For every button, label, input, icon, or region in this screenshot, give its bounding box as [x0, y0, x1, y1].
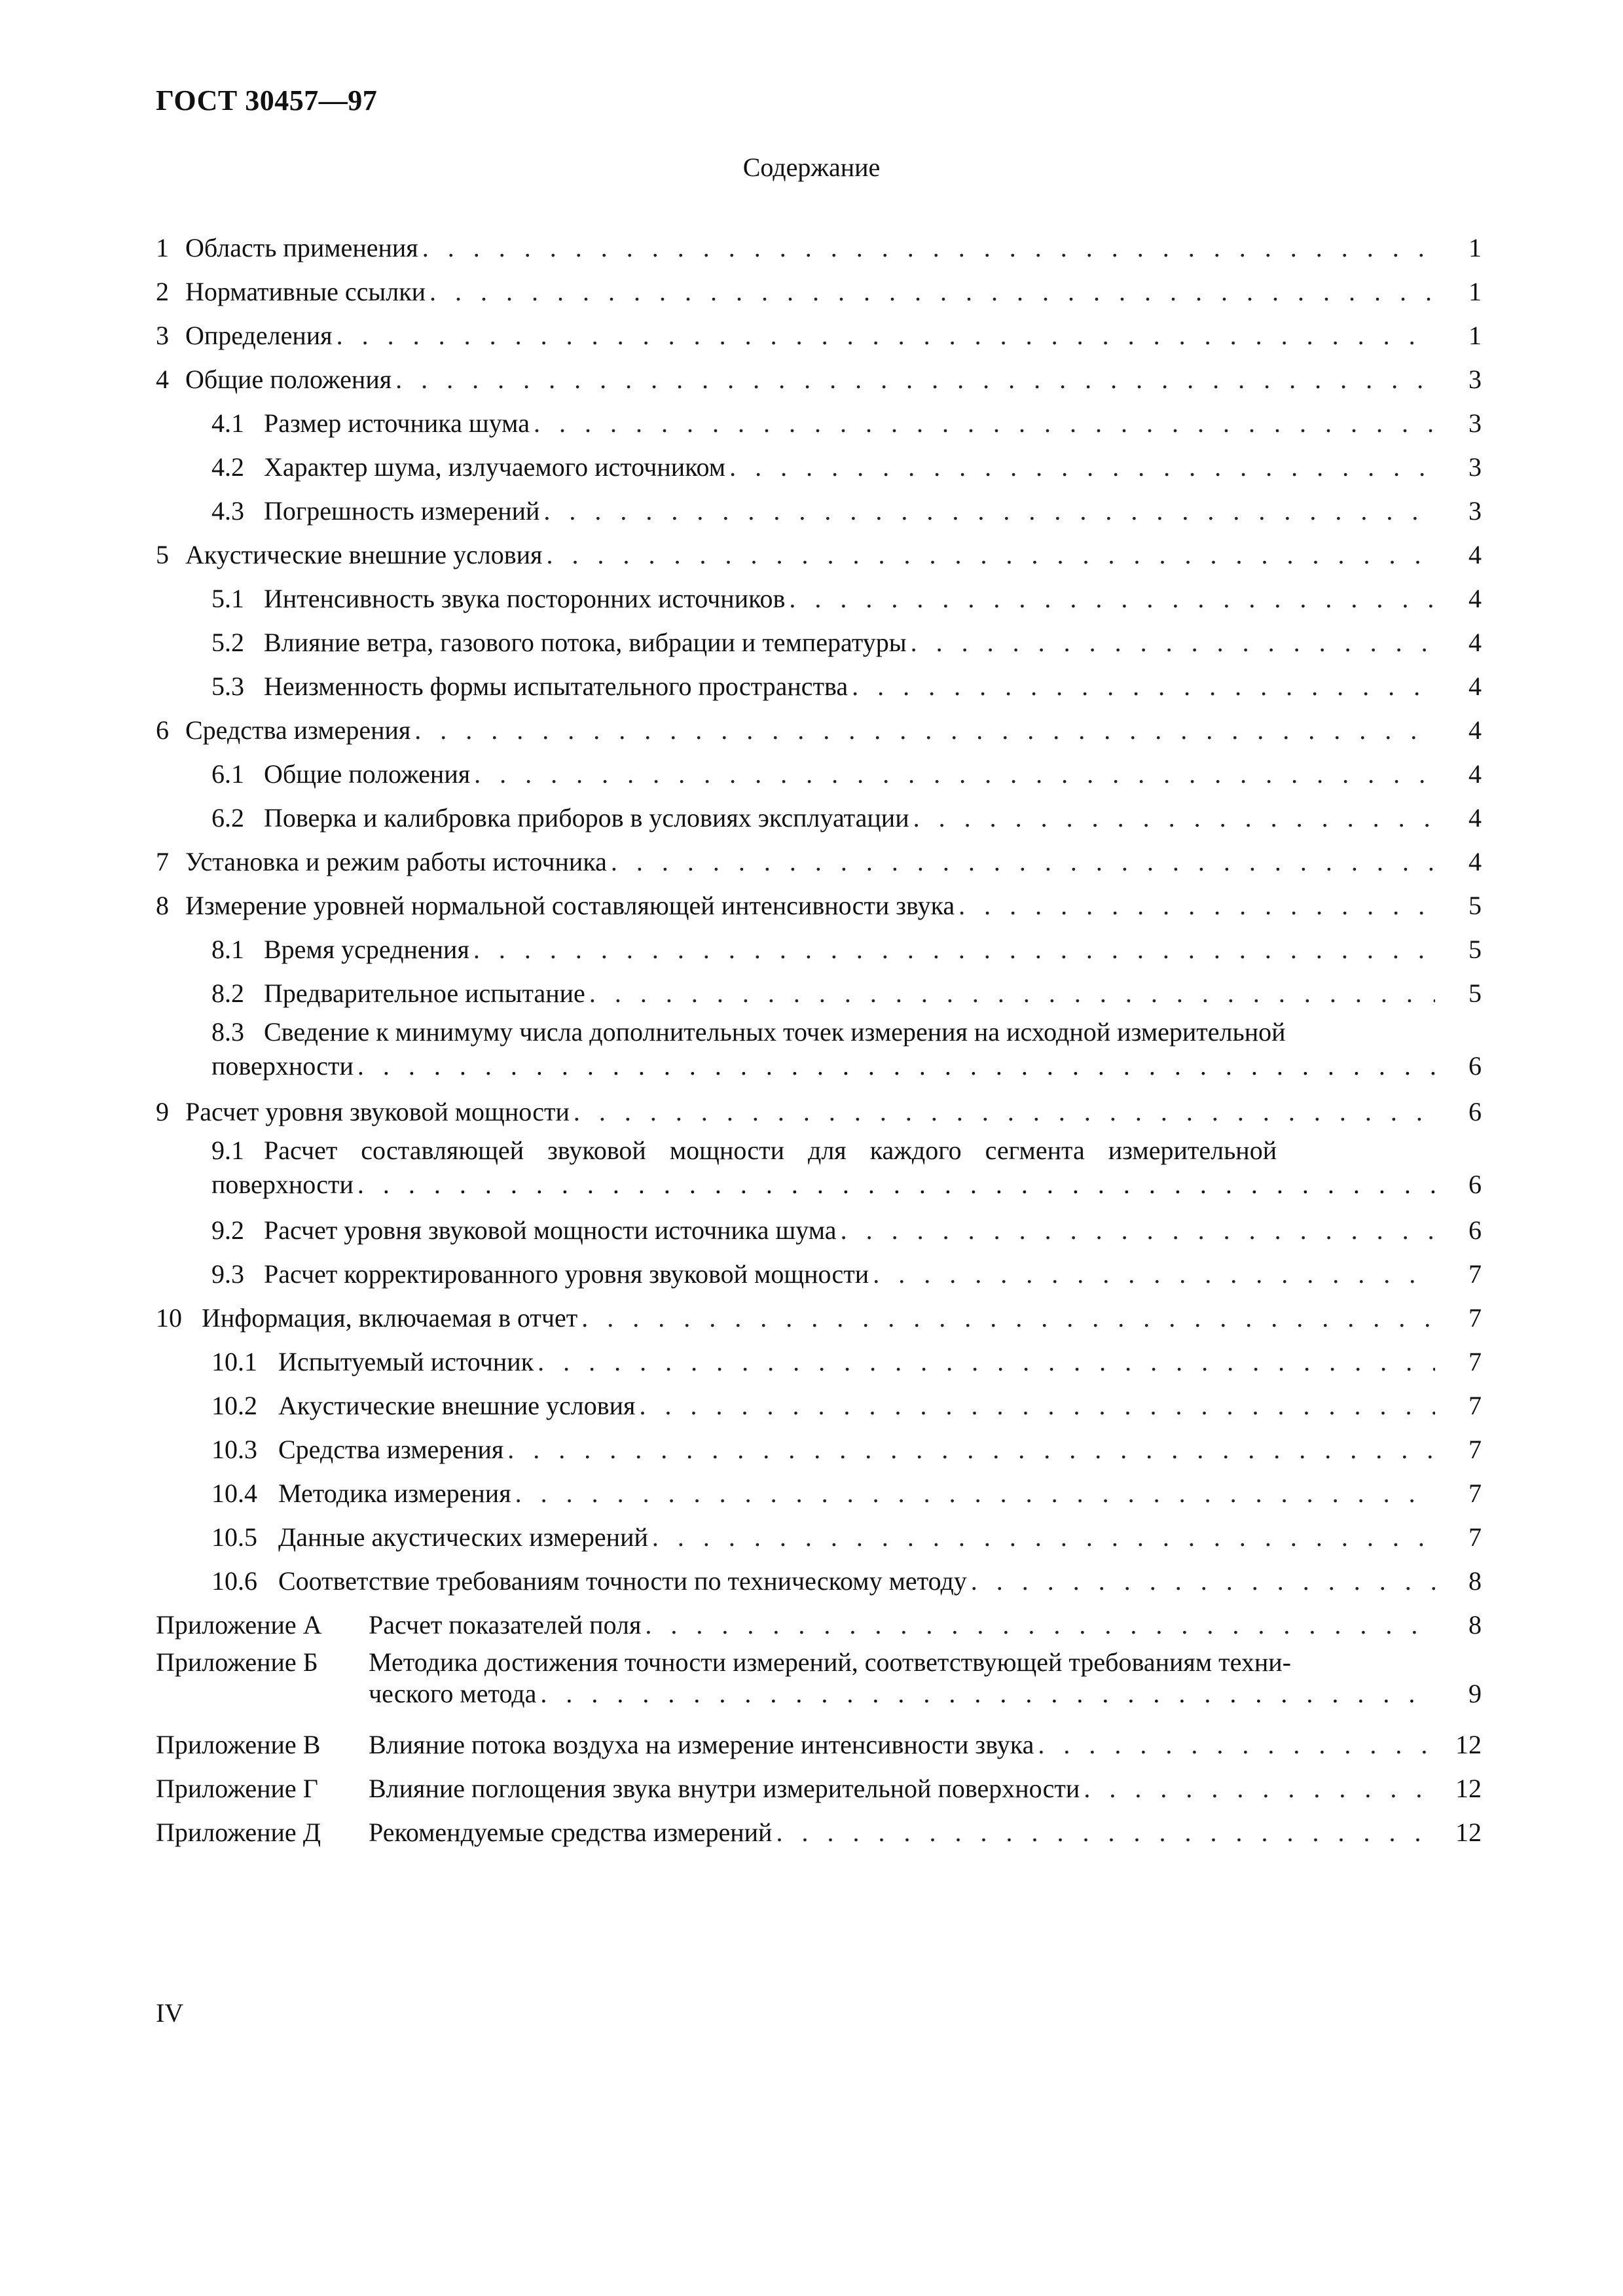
toc-appendix-entry[interactable]: [156, 1723, 1482, 1767]
toc-entry-page: 3: [1468, 452, 1482, 482]
toc-entry-title: Неизменность формы испытательного пространства: [264, 672, 848, 701]
toc-entry-title: Расчет составляющей звуковой мощности для каждого сегмента измерительной: [264, 1136, 1277, 1165]
toc-entry-page: 7: [1468, 1479, 1482, 1508]
dot-leader: [395, 357, 1435, 401]
dot-leader: [729, 445, 1435, 489]
toc-subentry[interactable]: [156, 1015, 1482, 1090]
toc-subentry[interactable]: [156, 927, 1482, 971]
toc-entry-title: Акустические внешние условия: [278, 1391, 636, 1420]
toc-entry-title: Влияние потока воздуха на измерение интенсивности звука: [369, 1730, 1034, 1759]
dot-leader: [873, 1252, 1435, 1296]
toc-appendix-entry[interactable]: [156, 1767, 1482, 1810]
toc-entry-page: 1: [1468, 321, 1482, 350]
toc-entry-number: 10.3: [211, 1435, 257, 1464]
page-number: IV: [156, 1998, 184, 2028]
document-code: ГОСТ 30457—97: [156, 84, 378, 117]
dot-leader: [515, 1471, 1435, 1515]
toc-entry-number: 9.2: [211, 1215, 244, 1245]
toc-entry-title: Расчет корректированного уровня звуковой мощности: [264, 1259, 869, 1289]
toc-entry-number: 6.2: [211, 803, 244, 833]
toc-entry-number: 4.1: [211, 408, 244, 438]
toc-entry-page: 6: [1468, 1097, 1482, 1126]
toc-entry-page: 7: [1468, 1522, 1482, 1552]
toc-subentry[interactable]: [156, 620, 1482, 664]
dot-leader: [1084, 1767, 1435, 1810]
toc-entry-number: 1: [156, 233, 169, 262]
dot-leader: [913, 796, 1435, 840]
toc-entry-page: 4: [1468, 715, 1482, 745]
toc-entry-page: 3: [1468, 365, 1482, 394]
dot-leader: [652, 1515, 1435, 1559]
toc-subentry[interactable]: [156, 1427, 1482, 1471]
toc-entry-page: 3: [1468, 408, 1482, 438]
toc-entry-page: 7: [1468, 1303, 1482, 1333]
toc-entry-title: Общие положения: [264, 759, 471, 789]
toc-subentry[interactable]: [156, 971, 1482, 1015]
toc-entry-title: Поверка и калибровка приборов в условиях эксплуатации: [264, 803, 909, 833]
dot-leader: [429, 270, 1435, 314]
toc-entry-title: Расчет уровня звуковой мощности: [185, 1097, 570, 1126]
toc-entry[interactable]: [156, 226, 1482, 270]
toc-entry-title: Область применения: [185, 233, 418, 262]
dot-leader: [589, 971, 1435, 1015]
toc-entry-title-continued: поверхности: [211, 1170, 354, 1199]
toc-subentry[interactable]: [156, 1208, 1482, 1252]
toc-entry-number: 6.1: [211, 759, 244, 789]
toc-appendix-entry[interactable]: [156, 1810, 1482, 1854]
toc-entry-page: 7: [1468, 1347, 1482, 1376]
dot-leader: [422, 226, 1435, 270]
toc-entry[interactable]: [156, 840, 1482, 884]
toc-entry-title: Акустические внешние условия: [185, 540, 543, 569]
toc-subentry[interactable]: [156, 1384, 1482, 1427]
toc-entry-title: Нормативные ссылки: [185, 277, 426, 306]
toc-appendix-label: Приложение Д: [156, 1818, 321, 1847]
dot-leader: [958, 884, 1435, 927]
toc-entry-title: Характер шума, излучаемого источником: [264, 452, 726, 482]
toc-entry-page: 5: [1468, 891, 1482, 920]
toc-entry-title: Рекомендуемые средства измерений: [369, 1818, 773, 1847]
toc-entry[interactable]: [156, 357, 1482, 401]
dot-leader: [639, 1384, 1435, 1427]
dot-leader: [474, 752, 1435, 796]
toc-entry-page: 6: [1468, 1215, 1482, 1245]
toc-entry-number: 7: [156, 847, 169, 876]
toc-subentry[interactable]: [156, 1559, 1482, 1603]
toc-entry-title-continued: поверхности: [211, 1051, 354, 1081]
toc-subentry[interactable]: [156, 752, 1482, 796]
dot-leader: [1038, 1723, 1435, 1767]
toc-entry-page: 7: [1468, 1259, 1482, 1289]
toc-entry-title: Определения: [185, 321, 333, 350]
toc-entry-page: 7: [1468, 1391, 1482, 1420]
dot-leader: [911, 620, 1435, 664]
dot-leader: [852, 664, 1435, 708]
toc-entry[interactable]: [156, 270, 1482, 314]
toc-entry-page: 4: [1468, 847, 1482, 876]
toc-entry-number: 5.1: [211, 584, 244, 613]
dot-leader: [538, 1340, 1435, 1384]
toc-entry-page: 5: [1468, 935, 1482, 964]
toc-entry-number: 3: [156, 321, 169, 350]
dot-leader: [645, 1603, 1435, 1647]
toc-subentry[interactable]: [156, 445, 1482, 489]
toc-entry-number: 10.1: [211, 1347, 257, 1376]
toc-subentry[interactable]: [156, 1134, 1482, 1208]
toc-entry-number: 5.2: [211, 628, 244, 657]
toc-entry-page: 3: [1468, 496, 1482, 526]
toc-entry-title: Расчет уровня звуковой мощности источника шума: [264, 1215, 837, 1245]
toc-entry-page: 5: [1468, 978, 1482, 1008]
toc-entry-number: 10: [156, 1303, 182, 1333]
toc-entry-number: 2: [156, 277, 169, 306]
dot-leader: [789, 577, 1435, 620]
toc-entry-title: Методика измерения: [278, 1479, 511, 1508]
toc-entry-title: Время усреднения: [264, 935, 469, 964]
toc-entry-number: 8.2: [211, 978, 244, 1008]
toc-entry[interactable]: [156, 314, 1482, 357]
toc-appendix-label: Приложение Б: [156, 1647, 318, 1677]
toc-entry-title: Размер источника шума: [264, 408, 530, 438]
toc-appendix-label: Приложение Г: [156, 1774, 318, 1803]
toc-subentry[interactable]: [156, 401, 1482, 445]
toc-entry-page: 8: [1468, 1610, 1482, 1640]
toc-entry-number: 8.1: [211, 935, 244, 964]
toc-entry-title: Измерение уровней нормальной составляющей интенсивности звука: [185, 891, 955, 920]
toc-entry-title: Расчет показателей поля: [369, 1610, 642, 1640]
toc-entry-page: 4: [1468, 672, 1482, 701]
dot-leader: [543, 489, 1435, 533]
dot-leader: [776, 1810, 1435, 1854]
toc-entry-page: 1: [1468, 277, 1482, 306]
toc-entry-number: 10.6: [211, 1566, 257, 1596]
table-of-contents: [156, 226, 1482, 1854]
toc-entry[interactable]: [156, 1296, 1482, 1340]
dot-leader: [841, 1208, 1435, 1252]
toc-entry-page: 12: [1455, 1730, 1482, 1759]
toc-subentry[interactable]: [156, 489, 1482, 533]
toc-entry-number: 4: [156, 365, 169, 394]
toc-subentry[interactable]: [156, 796, 1482, 840]
toc-entry-title: Влияние ветра, газового потока, вибрации и температуры: [264, 628, 907, 657]
toc-subentry[interactable]: [156, 577, 1482, 620]
toc-entry-number: 4.3: [211, 496, 244, 526]
toc-entry[interactable]: [156, 884, 1482, 927]
toc-entry-number: 9: [156, 1097, 169, 1126]
toc-entry-title: Установка и режим работы источника: [185, 847, 607, 876]
toc-entry-title: Соответствие требованиям точности по техническому методу: [278, 1566, 967, 1596]
toc-subentry[interactable]: [156, 664, 1482, 708]
toc-entry-title: Влияние поглощения звука внутри измерительной поверхности: [369, 1774, 1080, 1803]
toc-entry-number: 9.1: [211, 1136, 244, 1165]
toc-entry-title: Погрешность измерений: [264, 496, 540, 526]
toc-entry-number: 10.4: [211, 1479, 257, 1508]
dot-leader: [534, 401, 1435, 445]
toc-entry-number: 5: [156, 540, 169, 569]
toc-entry-title: Средства измерения: [185, 715, 411, 745]
toc-entry-number: 9.3: [211, 1259, 244, 1289]
toc-entry-page: 9: [1468, 1679, 1482, 1708]
toc-entry-title: Предварительное испытание: [264, 978, 585, 1008]
toc-entry-title: Общие положения: [185, 365, 392, 394]
dot-leader: [971, 1559, 1435, 1603]
toc-entry-title: Интенсивность звука посторонних источников: [264, 584, 786, 613]
toc-entry-page: 4: [1468, 540, 1482, 569]
toc-entry-page: 1: [1468, 233, 1482, 262]
dot-leader: [581, 1296, 1435, 1340]
toc-appendix-label: Приложение А: [156, 1610, 322, 1640]
toc-entry-number: 5.3: [211, 672, 244, 701]
toc-entry-page: 12: [1455, 1774, 1482, 1803]
toc-entry-number: 4.2: [211, 452, 244, 482]
toc-entry[interactable]: [156, 533, 1482, 577]
toc-entry-page: 6: [1468, 1051, 1482, 1081]
toc-entry-number: 10.2: [211, 1391, 257, 1420]
toc-subentry[interactable]: [156, 1252, 1482, 1296]
toc-entry-page: 4: [1468, 584, 1482, 613]
toc-entry-page: 7: [1468, 1435, 1482, 1464]
toc-entry-page: 4: [1468, 759, 1482, 789]
dot-leader: [611, 840, 1435, 884]
toc-entry-number: 6: [156, 715, 169, 745]
toc-entry-page: 8: [1468, 1566, 1482, 1596]
toc-title: Содержание: [742, 152, 881, 182]
toc-entry[interactable]: [156, 1090, 1482, 1134]
toc-appendix-entry[interactable]: [156, 1603, 1482, 1647]
dot-leader: [540, 1678, 1435, 1710]
dot-leader: [337, 314, 1435, 357]
toc-entry-title: Сведение к минимуму числа дополнительных точек измерения на исходной измерительной: [264, 1017, 1286, 1047]
toc-entry-title-continued: ческого метода: [369, 1679, 537, 1708]
toc-entry[interactable]: [156, 708, 1482, 752]
toc-subentry[interactable]: [156, 1471, 1482, 1515]
toc-appendix-label: Приложение В: [156, 1730, 321, 1759]
toc-subentry[interactable]: [156, 1340, 1482, 1384]
toc-entry-number: 8.3: [211, 1017, 244, 1047]
dot-leader: [473, 927, 1435, 971]
dot-leader: [507, 1427, 1435, 1471]
dot-leader: [546, 533, 1435, 577]
toc-entry-title: Данные акустических измерений: [278, 1522, 648, 1552]
toc-entry-page: 12: [1455, 1818, 1482, 1847]
dot-leader: [414, 708, 1435, 752]
toc-entry-title: Испытуемый источник: [278, 1347, 534, 1376]
toc-entry-number: 10.5: [211, 1522, 257, 1552]
toc-entry-page: 4: [1468, 803, 1482, 833]
toc-entry-number: 8: [156, 891, 169, 920]
toc-subentry[interactable]: [156, 1515, 1482, 1559]
toc-entry-title: Методика достижения точности измерений, соответствующей требованиям техни-: [369, 1647, 1291, 1677]
dot-leader: [357, 1168, 1435, 1202]
toc-entry-page: 4: [1468, 628, 1482, 657]
toc-entry-title: Средства измерения: [278, 1435, 504, 1464]
toc-entry-page: 6: [1468, 1170, 1482, 1199]
dot-leader: [574, 1090, 1435, 1134]
dot-leader: [357, 1049, 1435, 1083]
toc-appendix-entry[interactable]: [156, 1647, 1482, 1723]
toc-entry-title: Информация, включаемая в отчет: [202, 1303, 578, 1333]
